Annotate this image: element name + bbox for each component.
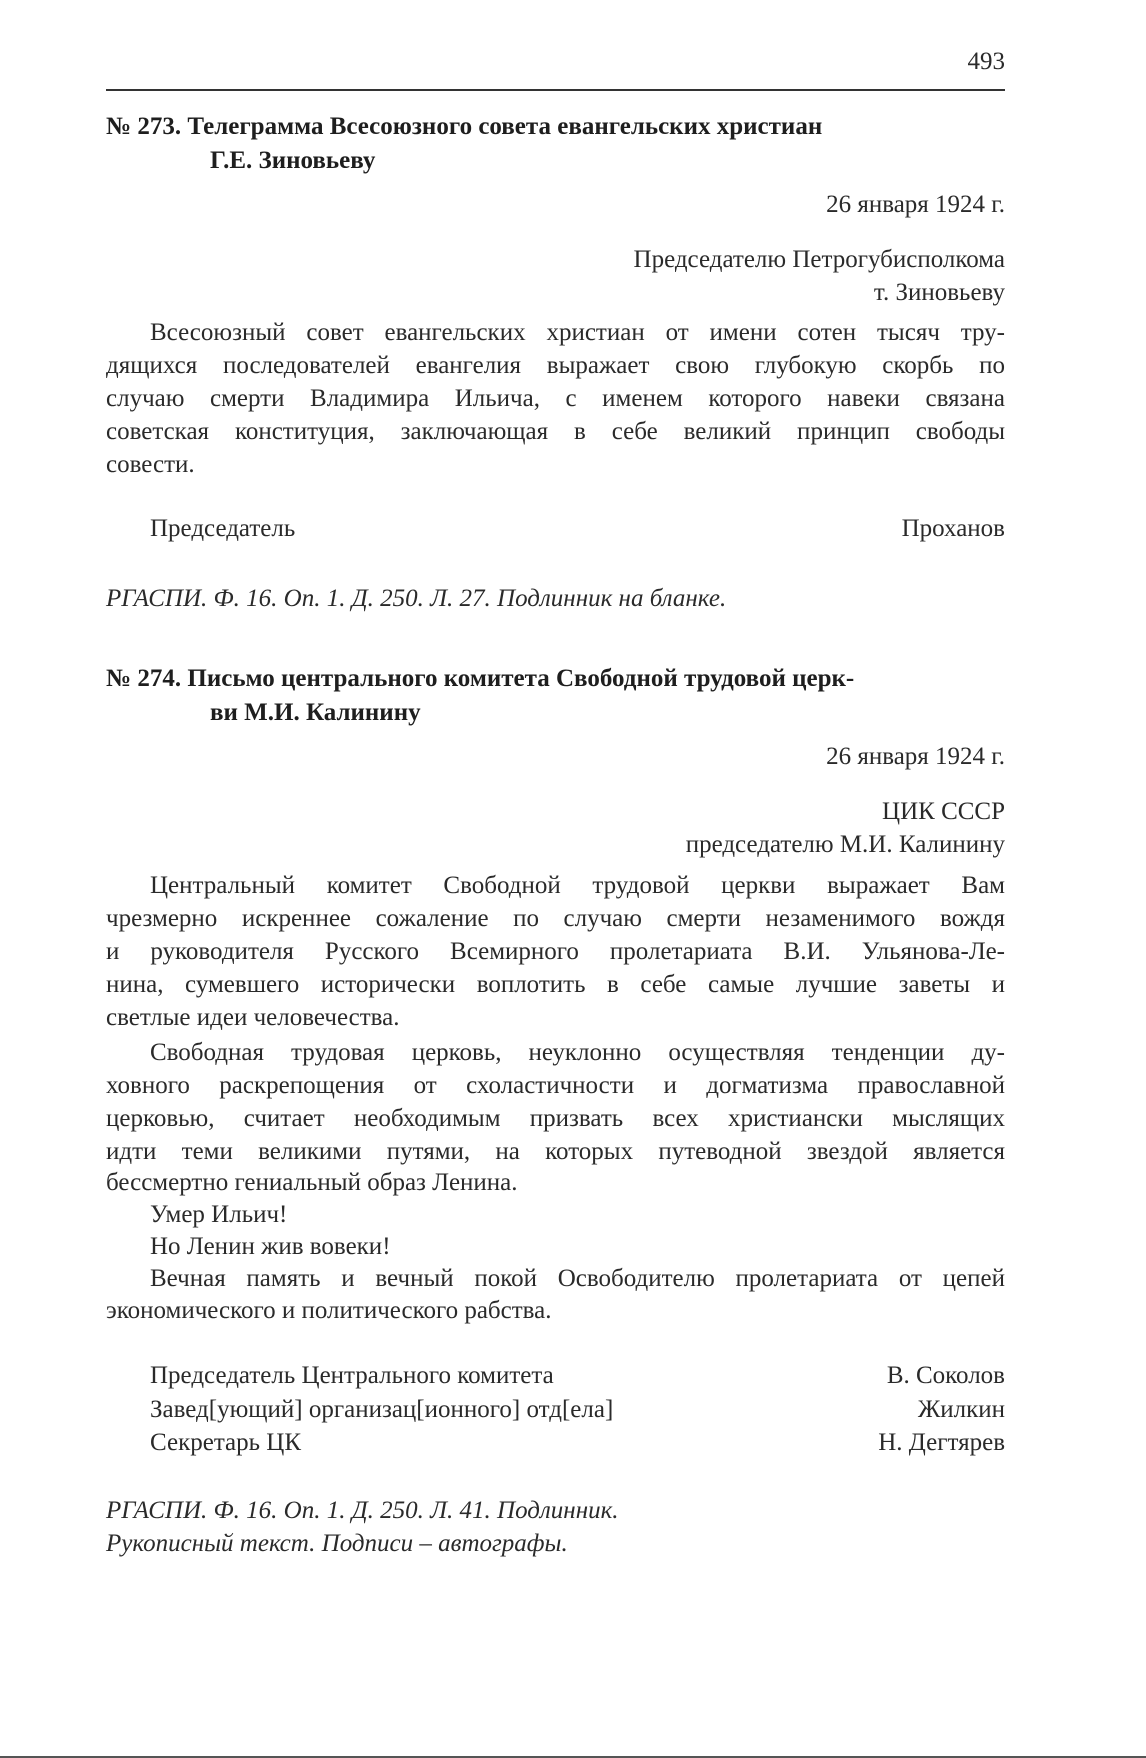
signature-title: Секретарь ЦК (150, 1429, 302, 1456)
signature-title: Председатель Центрального комитета (150, 1362, 554, 1389)
signature-name: В. Соколов (886, 1362, 1005, 1389)
doc273-source: РГАСПИ. Ф. 16. Оп. 1. Д. 250. Л. 27. Подлинник на бланке. (106, 585, 727, 612)
signature-title: Завед[ующий] организац[ионного] отд[ела] (150, 1396, 614, 1423)
doc273-addressee-line1: Председателю Петрогубисполкома (633, 246, 1005, 273)
doc274-heading-line1: № 274. Письмо центрального комитета Свободной трудовой церк- (106, 665, 855, 692)
doc274-body-line: ховного раскрепощения от схоластичности и догматизма православной (106, 1072, 1005, 1099)
signature-title: Председатель (150, 515, 296, 542)
doc274-signature (150, 1359, 1005, 1392)
doc273-body-line: совести. (106, 451, 195, 478)
doc273-body-line: советская конституция, заключающая в себе великий принцип свободы (106, 418, 1005, 445)
doc273-body-line: Всесоюзный совет евангельских христиан от имени сотен тысяч тру- (150, 319, 1005, 346)
doc274-body-line: Центральный комитет Свободной трудовой церкви выражает Вам (150, 872, 1005, 899)
doc273-heading-line1: № 273. Телеграмма Всесоюзного совета евангельских христиан (106, 113, 823, 140)
doc274-body-line: Свободная трудовая церковь, неуклонно осуществляя тенденции ду- (150, 1039, 1005, 1066)
doc274-source-line2: Рукописный текст. Подписи – автографы. (106, 1530, 568, 1557)
doc274-body-line: светлые идеи человечества. (106, 1004, 400, 1031)
doc274-addressee-line2: председателю М.И. Калинину (685, 831, 1005, 858)
signature-name: Жилкин (917, 1396, 1005, 1423)
doc274-source-line1: РГАСПИ. Ф. 16. Оп. 1. Д. 250. Л. 41. Подлинник. (106, 1497, 619, 1524)
doc274-body-line: Но Ленин жив вовеки! (150, 1233, 391, 1260)
doc274-body-line: бессмертно гениальный образ Ленина. (106, 1169, 518, 1196)
doc273-heading-line2: Г.Е. Зиновьеву (210, 147, 376, 174)
doc274-heading-line2: ви М.И. Калинину (210, 699, 421, 726)
signature-name: Проханов (901, 515, 1005, 542)
header-rule (106, 89, 1005, 91)
signature-name: Н. Дегтярев (878, 1429, 1005, 1456)
doc274-date: 26 января 1924 г. (826, 743, 1005, 770)
doc274-body-line: церковью, считает необходимым призвать всех христиански мыслящих (106, 1105, 1005, 1132)
doc274-body-line: и руководителя Русского Всемирного пролетариата В.И. Ульянова-Ле- (106, 938, 1005, 965)
doc274-addressee-line1: ЦИК СССР (882, 798, 1005, 825)
doc273-addressee-line2: т. Зиновьеву (873, 279, 1005, 306)
doc274-body-line: идти теми великими путями, на которых путеводной звездой является (106, 1138, 1005, 1165)
doc273-date: 26 января 1924 г. (826, 191, 1005, 218)
doc274-body-line: Умер Ильич! (150, 1201, 288, 1228)
doc273-signature (150, 512, 1005, 545)
page-number: 493 (967, 48, 1005, 75)
doc274-body-line: нина, сумевшего исторически воплотить в себе самые лучшие заветы и (106, 971, 1005, 998)
doc274-body-line: Вечная память и вечный покой Освободителю пролетариата от цепей (150, 1265, 1005, 1292)
doc274-body-line: экономического и политического рабства. (106, 1297, 552, 1324)
doc274-signature (150, 1393, 1005, 1426)
doc274-body-line: чрезмерно искреннее сожаление по случаю смерти незаменимого вождя (106, 905, 1005, 932)
doc273-body-line: случаю смерти Владимира Ильича, с именем которого навеки связана (106, 385, 1005, 412)
doc274-signature (150, 1426, 1005, 1459)
doc273-body-line: дящихся последователей евангелия выражает свою глубокую скорбь по (106, 352, 1005, 379)
